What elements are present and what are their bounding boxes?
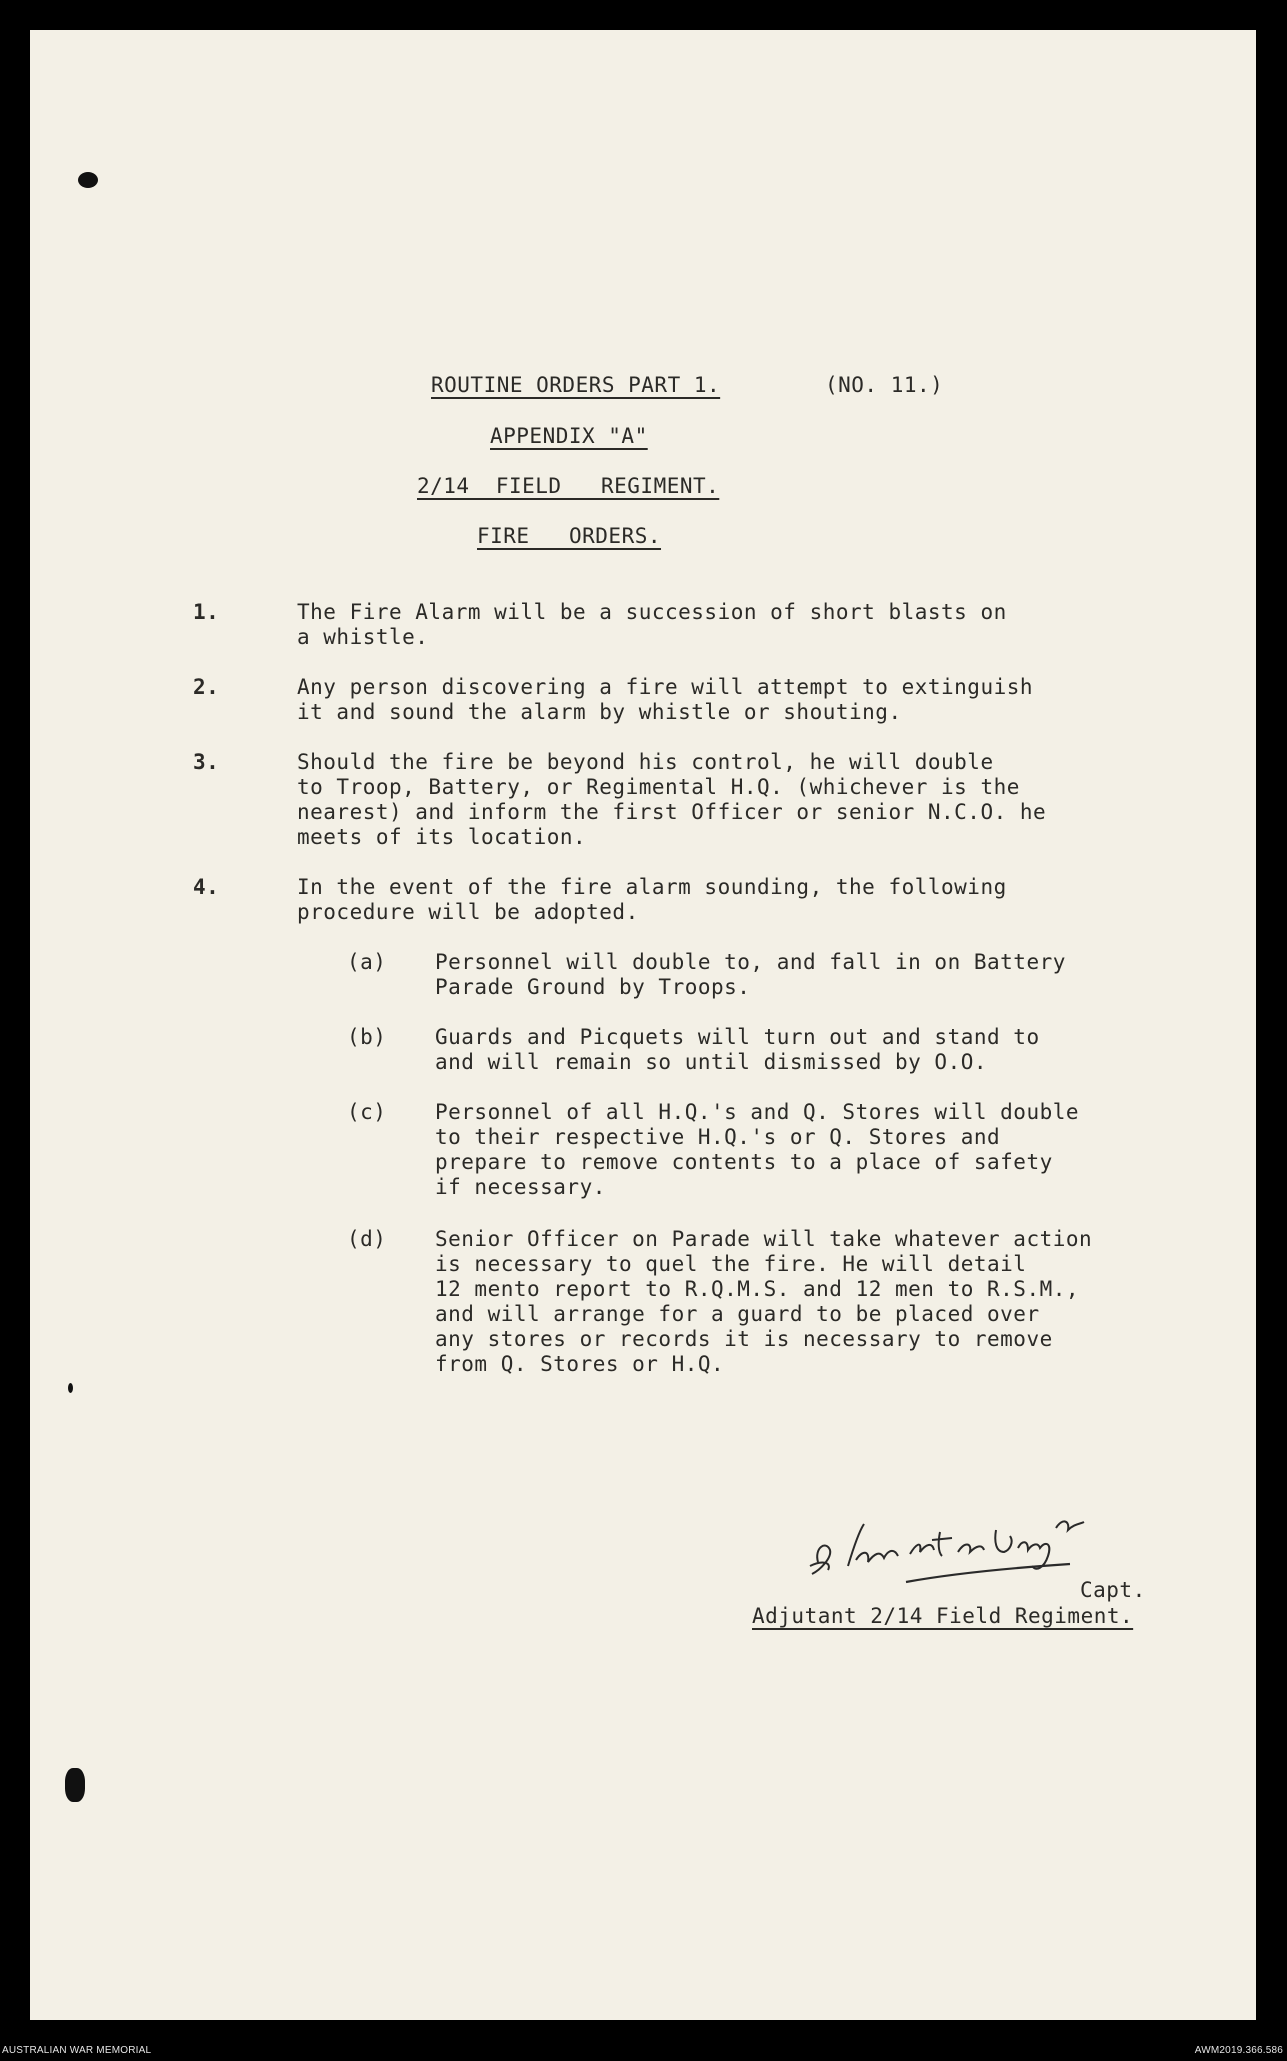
paragraph-text: In the event of the fire alarm sounding, the following procedure will be adopted. — [297, 875, 1007, 924]
subitem-text: Personnel of all H.Q.'s and Q. Stores will double to their respective H.Q.'s or Q. Stores and prepare to remove contents to a place of safety if necessary. — [435, 1100, 1080, 1199]
subitem-text: Personnel will double to, and fall in on Battery Parade Ground by Troops. — [435, 950, 1066, 999]
footer-institution: AUSTRALIAN WAR MEMORIAL — [2, 2045, 152, 2056]
paragraph-number: 3. — [193, 750, 220, 774]
paragraph-number: 1. — [193, 600, 220, 624]
document-page — [30, 30, 1256, 2020]
signature-title: Adjutant 2/14 Field Regiment. — [752, 1604, 1134, 1628]
footer-reference: AWM2019.366.586 — [1194, 2045, 1283, 2056]
subitem-text: Senior Officer on Parade will take whatever action is necessary to quel the fire. He will detail 12 mento report to R.Q.M.S. and 12 men to R.S.M., and will arrange for a guard to be placed over any stores or records it is necessary to remove from Q. Stores or H.Q. — [435, 1227, 1093, 1376]
subitem-text: Guards and Picquets will turn out and stand to and will remain so until dismissed by O.O. — [435, 1025, 1040, 1074]
subitem-label: (d) — [347, 1227, 387, 1251]
subitem-label: (a) — [347, 950, 387, 974]
heading-appendix: APPENDIX "A" — [490, 424, 648, 448]
punch-hole-mark-small — [68, 1383, 73, 1393]
paragraph-number: 4. — [193, 875, 220, 899]
handwritten-signature — [770, 1470, 1110, 1600]
punch-hole-mark-bottom — [65, 1768, 85, 1802]
subitem-label: (b) — [347, 1025, 387, 1049]
subitem-label: (c) — [347, 1100, 387, 1124]
paragraph-number: 2. — [193, 675, 220, 699]
paragraph-text: The Fire Alarm will be a succession of short blasts on a whistle. — [297, 600, 1007, 649]
heading-order-number: (NO. 11.) — [825, 373, 944, 397]
heading-regiment: 2/14 FIELD REGIMENT. — [417, 474, 720, 498]
paragraph-text: Any person discovering a fire will attempt to extinguish it and sound the alarm by whistle or shouting. — [297, 675, 1034, 724]
signature-rank: Capt. — [1080, 1578, 1146, 1602]
punch-hole-mark-top — [78, 172, 98, 188]
heading-routine-orders: ROUTINE ORDERS PART 1. — [431, 373, 721, 397]
heading-fire-orders: FIRE ORDERS. — [477, 524, 662, 548]
paragraph-text: Should the fire be beyond his control, he will double to Troop, Battery, or Regimental H.Q. (whichever is the nearest) and inform the first Officer or senior N.C.O. he meets of its location. — [297, 750, 1047, 849]
